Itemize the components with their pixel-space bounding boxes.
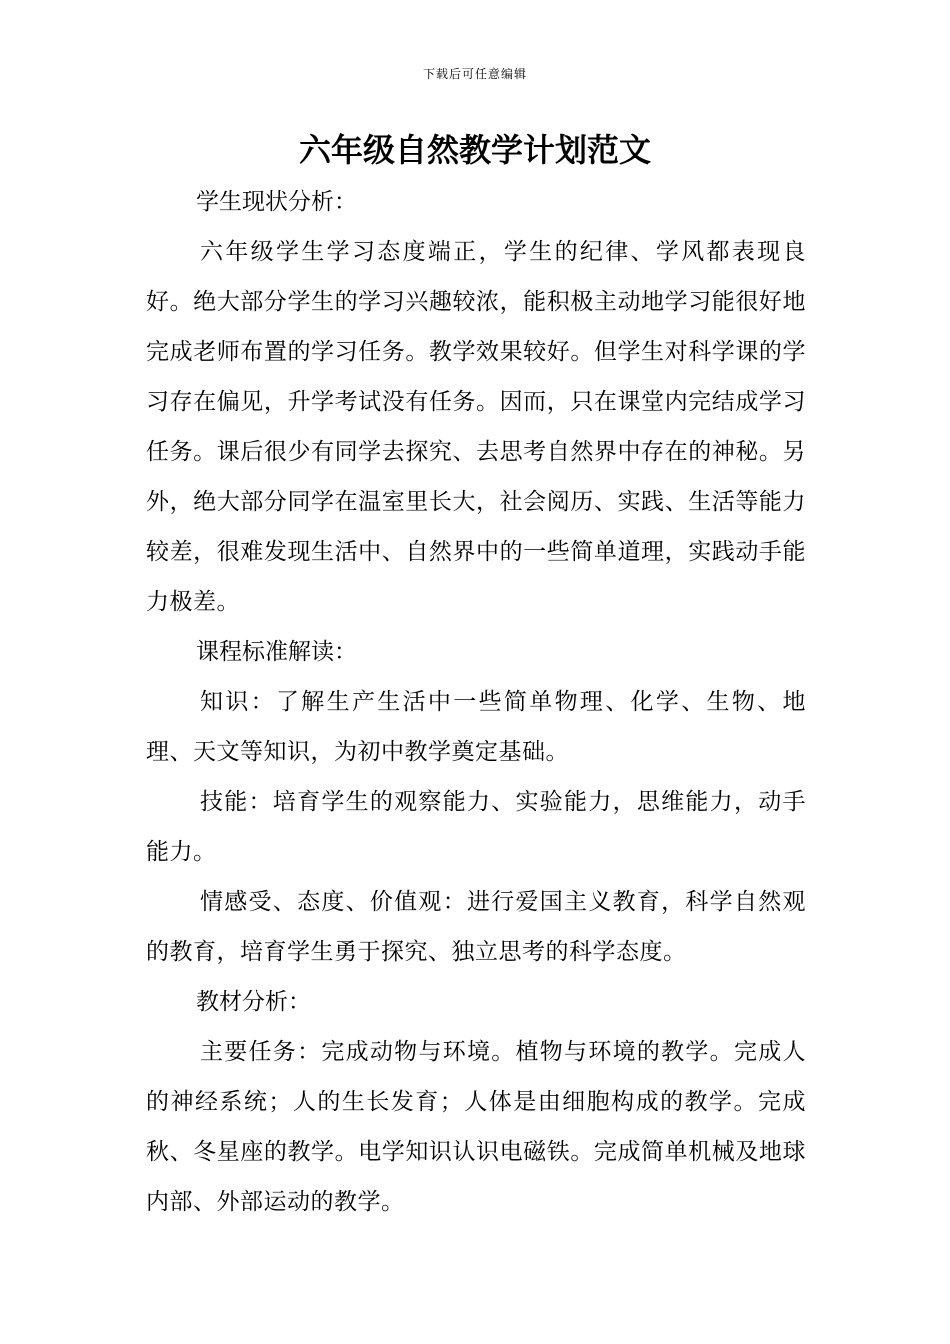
paragraph-emotion-attitude: 情感受、态度、价值观：进行爱国主义教育，科学自然观的教育，培育学生勇于探究、独立思考的科学态度。 <box>146 889 806 965</box>
paragraph-skills: 技能：培育学生的观察能力、实验能力，思维能力，动手能力。 <box>146 789 806 865</box>
section-heading-curriculum-standard: 课程标准解读： <box>196 639 357 665</box>
document-body <box>146 177 806 1227</box>
section-heading-student-analysis: 学生现状分析： <box>196 189 357 215</box>
paragraph-student-analysis: 六年级学生学习态度端正，学生的纪律、学风都表现良好。绝大部分学生的学习兴趣较浓，能积极主动地学习能很好地完成老师布置的学习任务。教学效果较好。但学生对科学课的学习存在偏见，升学考试没有任务。因而，只在课堂内完结成学习任务。课后很少有同学去探究、去思考自然界中存在的神秘。另外，绝大部分同学在温室里长大，社会阅历、实践、生活等能力较差，很难发现生活中、自然界中的一些简单道理，实践动手能力极差。 <box>146 239 806 615</box>
document-title: 六年级自然教学计划范文 <box>298 131 651 169</box>
section-heading-textbook-analysis: 教材分析： <box>196 989 311 1015</box>
header-note: 下载后可任意编辑 <box>422 67 527 81</box>
paragraph-main-tasks: 主要任务：完成动物与环境。植物与环境的教学。完成人的神经系统；人的生长发育；人体是由细胞构成的教学。完成秋、冬星座的教学。电学知识认识电磁铁。完成简单机械及地球内部、外部运动的教学。 <box>146 1039 806 1215</box>
paragraph-knowledge: 知识：了解生产生活中一些简单物理、化学、生物、地理、天文等知识，为初中教学奠定基础。 <box>146 689 806 765</box>
